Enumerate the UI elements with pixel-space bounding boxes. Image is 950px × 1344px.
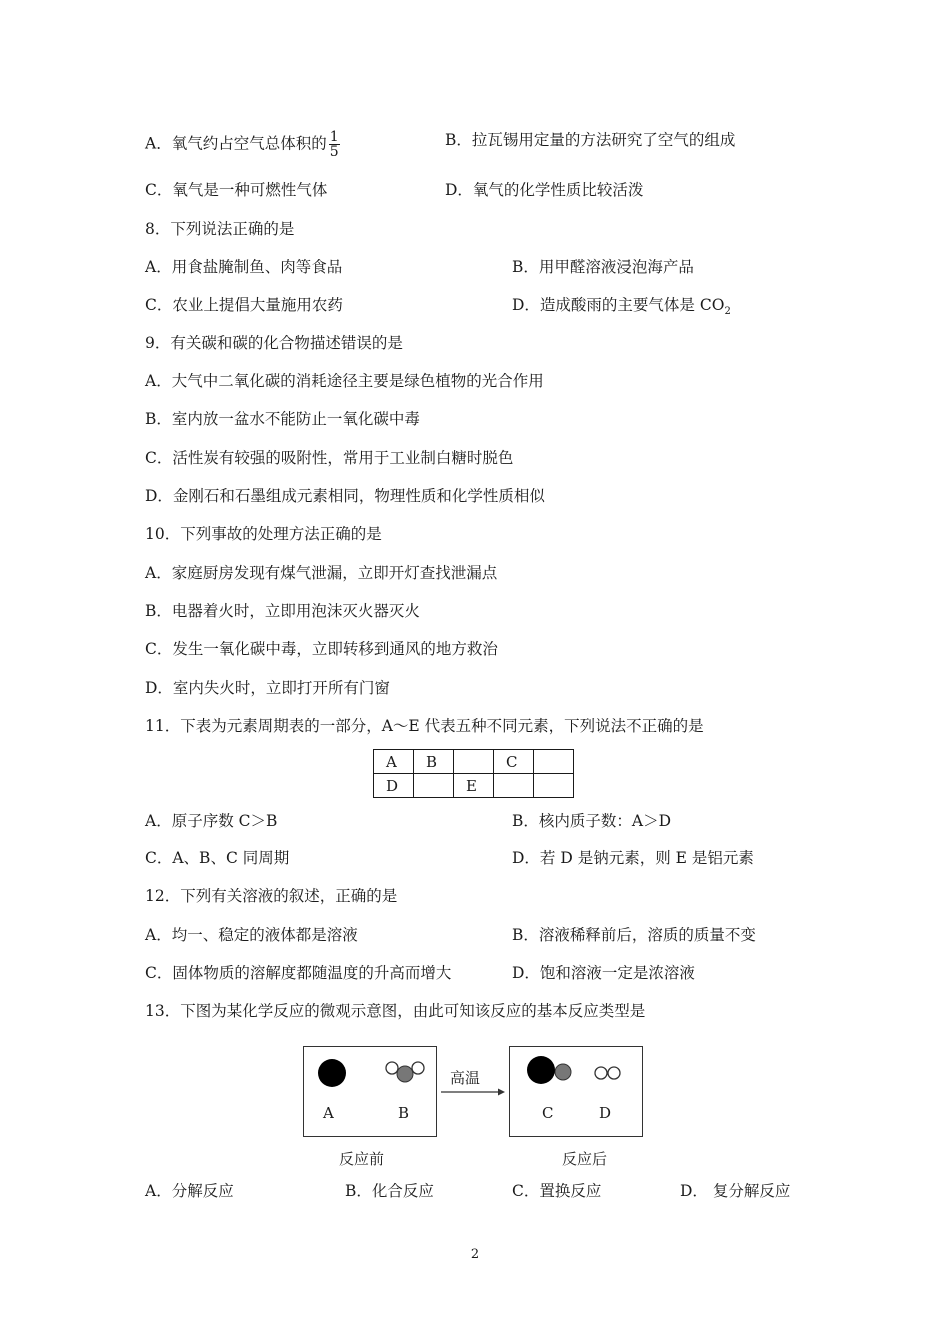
q11-option-b: B．核内质子数：A＞D [512, 812, 672, 830]
q7-option-a-text: A．氧气约占空气总体积的 [145, 134, 327, 153]
q9-option-b: B．室内放一盆水不能防止一氧化碳中毒 [145, 410, 420, 428]
q9-option-a: A．大气中二氧化碳的消耗途径主要是绿色植物的光合作用 [145, 372, 544, 390]
q12-stem: 12．下列有关溶液的叙述，正确的是 [145, 887, 398, 905]
q10-option-b: B．电器着火时，立即用泡沫灭火器灭火 [145, 602, 420, 620]
co2-subscript: 2 [724, 306, 731, 318]
atom-a-black [318, 1059, 346, 1087]
q8-option-d-text: D．造成酸雨的主要气体是 CO [512, 296, 725, 314]
q9-stem: 9．有关碳和碳的化合物描述错误的是 [145, 334, 403, 352]
q13-option-d: D． 复分解反应 [680, 1182, 791, 1200]
atom-b-gray [397, 1066, 413, 1082]
table-cell: D [374, 774, 414, 798]
q10-option-a: A．家庭厨房发现有煤气泄漏，立即开灯查找泄漏点 [145, 564, 498, 582]
label-c: C [542, 1104, 554, 1122]
q8-option-c: C．农业上提倡大量施用农药 [145, 296, 343, 314]
atom-c-gray [555, 1064, 571, 1080]
q12-option-c: C．固体物质的溶解度都随温度的升高而增大 [145, 964, 452, 982]
table-cell: E [454, 774, 494, 798]
reaction-condition: 高温 [450, 1069, 481, 1087]
q8-option-b: B．用甲醛溶液浸泡海产品 [512, 258, 694, 276]
q12-option-b: B．溶液稀释前后，溶质的质量不变 [512, 926, 756, 944]
q13-option-c: C．置换反应 [512, 1182, 602, 1200]
q10-option-d: D．室内失火时，立即打开所有门窗 [145, 679, 390, 697]
atom-d-white-right [608, 1067, 620, 1079]
atom-b-white-right [412, 1062, 424, 1074]
q12-option-d: D．饱和溶液一定是浓溶液 [512, 964, 695, 982]
table-cell: A [374, 750, 414, 774]
label-b: B [398, 1104, 410, 1122]
q10-stem: 10．下列事故的处理方法正确的是 [145, 525, 382, 543]
fraction-numerator: 1 [329, 129, 339, 145]
q11-stem: 11．下表为元素周期表的一部分，A～E 代表五种不同元素，下列说法不正确的是 [145, 717, 704, 735]
q13-option-b: B．化合反应 [345, 1182, 434, 1200]
q11-option-c: C．A、B、C 同周期 [145, 849, 290, 867]
q7-option-b: B．拉瓦锡用定量的方法研究了空气的组成 [445, 131, 736, 149]
atom-c-black [527, 1056, 555, 1084]
q8-option-a: A．用食盐腌制鱼、肉等食品 [145, 258, 343, 276]
atom-d-white-left [595, 1067, 607, 1079]
page-number: 2 [470, 1247, 480, 1262]
q8-stem: 8．下列说法正确的是 [145, 220, 295, 238]
table-cell: B [414, 750, 454, 774]
q7-option-d: D．氧气的化学性质比较活泼 [445, 181, 644, 199]
label-after: 反应后 [562, 1150, 608, 1168]
reaction-arrow-head [498, 1089, 505, 1096]
q12-option-a: A．均一、稳定的液体都是溶液 [145, 926, 358, 944]
q9-option-d: D．金刚石和石墨组成元素相同，物理性质和化学性质相似 [145, 487, 545, 505]
q13-option-a: A．分解反应 [145, 1182, 234, 1200]
fraction-denominator: 5 [329, 144, 339, 160]
q9-option-c: C．活性炭有较强的吸附性，常用于工业制白糖时脱色 [145, 449, 514, 467]
q11-option-a: A．原子序数 C＞B [145, 812, 278, 830]
q11-option-d: D．若 D 是钠元素，则 E 是铝元素 [512, 849, 754, 867]
q10-option-c: C．发生一氧化碳中毒，立即转移到通风的地方救治 [145, 640, 498, 658]
label-d: D [599, 1104, 612, 1122]
label-a: A [323, 1104, 334, 1122]
label-before: 反应前 [339, 1150, 385, 1168]
atom-b-white-left [386, 1062, 398, 1074]
table-cell: C [494, 750, 534, 774]
q13-stem: 13．下图为某化学反应的微观示意图，由此可知该反应的基本反应类型是 [145, 1002, 646, 1020]
q7-option-c: C．氧气是一种可燃性气体 [145, 181, 328, 199]
